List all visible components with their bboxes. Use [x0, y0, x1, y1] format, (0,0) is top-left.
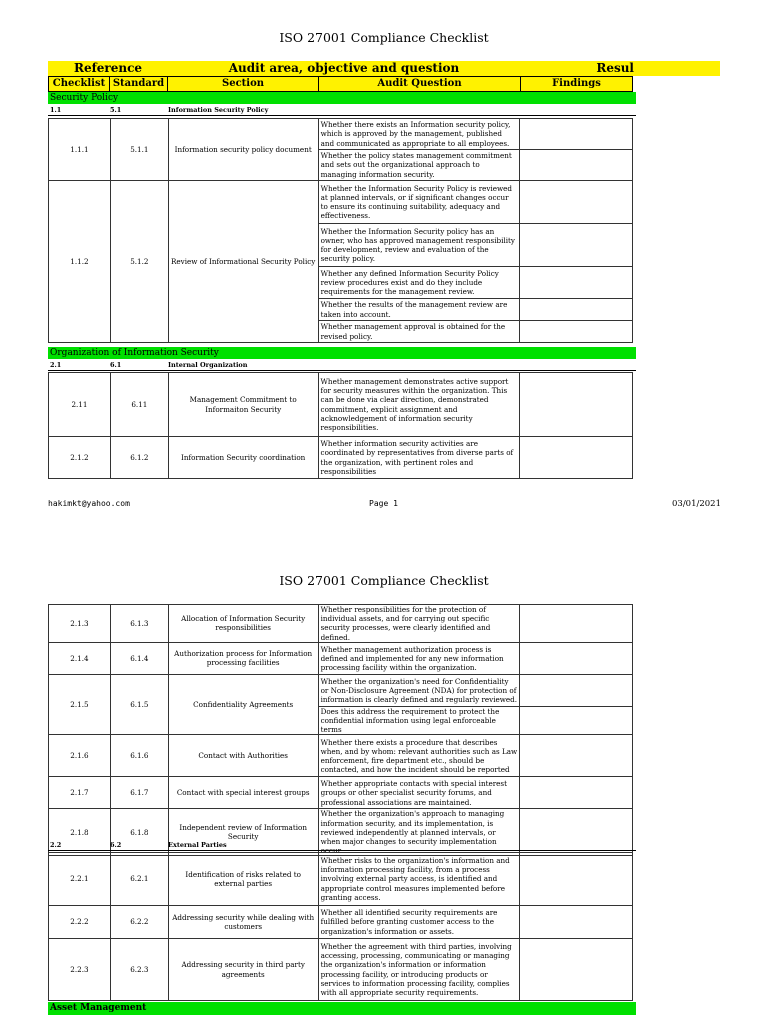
- table-row: [49, 939, 633, 1001]
- section-cell: Identification of risks related to external parties: [168, 853, 318, 906]
- header-section: Section: [167, 76, 319, 92]
- page-title: ISO 27001 Compliance Checklist: [279, 573, 489, 588]
- standard-cell: 6.11: [110, 373, 168, 437]
- checklist-cell: 2.11: [49, 373, 111, 437]
- subsection-checklist: 1.1: [50, 106, 62, 114]
- table-row: [49, 735, 633, 777]
- findings-cell[interactable]: [520, 299, 633, 321]
- header-checklist: Checklist: [48, 76, 110, 92]
- checklist-cell: 1.1.2: [49, 181, 111, 343]
- checklist-cell: 2.1.2: [49, 437, 111, 479]
- page-title: ISO 27001 Compliance Checklist: [279, 30, 489, 45]
- subsection-title: Internal Organization: [168, 361, 248, 369]
- table-row: [49, 642, 633, 674]
- subsection-standard: 5.1: [110, 106, 122, 114]
- header-results: Resul: [520, 61, 720, 76]
- table-row: [49, 906, 633, 939]
- subsection-title: External Parties: [168, 841, 227, 849]
- audit-question-cell: Whether all identified security requirements are fulfilled before granting customer access to the organization's information or assets.: [318, 906, 520, 939]
- audit-question-cell: Whether the organization's need for Confidentiality or Non-Disclosure Agreement (NDA) for protection of information is clearly defined and regularly reviewed.: [318, 674, 520, 706]
- audit-question-cell: Whether the organization's approach to managing information security, and its implementation, is reviewed independently at planned intervals, or when major changes to security implementation occur.: [318, 809, 520, 856]
- audit-question-cell: Whether management demonstrates active support for security measures within the organization. This can be done via clear direction, demonstrated commitment, explicit assignment and acknowledgement of information security responsibilities.: [318, 373, 520, 437]
- audit-question-cell: Whether appropriate contacts with special interest groups or other specialist security forums, and professional associations are maintained.: [318, 777, 520, 809]
- audit-question-cell: Whether the Information Security policy has an owner, who has approved management responsibility for development, review and evaluation of the security policy.: [318, 224, 520, 267]
- findings-cell[interactable]: [520, 119, 633, 150]
- findings-cell[interactable]: [520, 605, 633, 643]
- audit-question-cell: Whether responsibilities for the protection of individual assets, and for carrying out specific security processes, were clearly identified and defined.: [318, 605, 520, 643]
- section-cell: Allocation of Information Security responsibilities: [168, 605, 318, 643]
- standard-cell: 5.1.1: [110, 119, 168, 181]
- table-row: [49, 373, 633, 437]
- standard-cell: 6.2.3: [110, 939, 168, 1001]
- findings-cell[interactable]: [520, 674, 633, 706]
- section-cell: Management Commitment to Informaiton Security: [168, 373, 318, 437]
- subsection-checklist: 2.2: [50, 841, 62, 849]
- findings-cell[interactable]: [520, 642, 633, 674]
- findings-cell[interactable]: [520, 906, 633, 939]
- audit-question-cell: Whether there exists a procedure that describes when, and by whom: relevant authorities such as Law enforcement, fire department etc., should be contacted, and how the incident should be reported: [318, 735, 520, 777]
- findings-cell[interactable]: [520, 373, 633, 437]
- subsection-row-1-1: [48, 105, 636, 116]
- footer-page-number: Page 1: [369, 499, 398, 508]
- checklist-cell: 2.2.1: [49, 853, 111, 906]
- section-cell: Information Security coordination: [168, 437, 318, 479]
- section-security-policy: Security Policy: [48, 92, 636, 104]
- audit-question-cell: Does this address the requirement to protect the confidential information using legal enforceable terms: [318, 706, 520, 735]
- findings-cell[interactable]: [520, 735, 633, 777]
- table-row: [49, 674, 633, 706]
- subsection-row-2-2: [48, 840, 636, 851]
- header-standard: Standard: [109, 76, 168, 92]
- section-cell: Information security policy document: [168, 119, 318, 181]
- table-row: [49, 119, 633, 150]
- findings-cell[interactable]: [520, 267, 633, 299]
- subsection-checklist: 2.1: [50, 361, 62, 369]
- checklist-table-external-parties: [48, 852, 633, 1001]
- header-audit-question: Audit Question: [318, 76, 521, 92]
- footer-date: 03/01/2021: [672, 499, 721, 509]
- subsection-title: Information Security Policy: [168, 106, 269, 114]
- standard-cell: 6.1.8: [110, 809, 168, 856]
- section-cell: Addressing security in third party agreements: [168, 939, 318, 1001]
- audit-question-cell: Whether there exists an Information security policy, which is approved by the management, published and communicated as appropriate to all employees.: [318, 119, 520, 150]
- standard-cell: 6.1.7: [110, 777, 168, 809]
- findings-cell[interactable]: [520, 939, 633, 1001]
- findings-cell[interactable]: [520, 777, 633, 809]
- findings-cell[interactable]: [520, 706, 633, 735]
- checklist-cell: 1.1.1: [49, 119, 111, 181]
- checklist-table-security-policy: [48, 118, 633, 343]
- table-row: [49, 605, 633, 643]
- audit-question-cell: Whether risks to the organization's information and information processing facility, from a process involving external party access, is identified and appropriate control measures implemented before granting access.: [318, 853, 520, 906]
- audit-question-cell: Whether information security activities are coordinated by representatives from diverse parts of the organization, with pertinent roles and responsibilities: [318, 437, 520, 479]
- findings-cell[interactable]: [520, 853, 633, 906]
- findings-cell[interactable]: [520, 181, 633, 224]
- audit-question-cell: Whether the Information Security Policy is reviewed at planned intervals, or if significant changes occur to ensure its continuing suitability, adequacy and effectiveness.: [318, 181, 520, 224]
- header-audit-area: Audit area, objective and question: [168, 61, 520, 76]
- section-organization-security: Organization of Information Security: [48, 347, 636, 359]
- section-cell: Contact with Authorities: [168, 735, 318, 777]
- standard-cell: 6.2.2: [110, 906, 168, 939]
- checklist-cell: 2.2.3: [49, 939, 111, 1001]
- table-row: [49, 777, 633, 809]
- audit-question-cell: Whether management authorization process is defined and implemented for any new information processing facility within the organization.: [318, 642, 520, 674]
- findings-cell[interactable]: [520, 224, 633, 267]
- standard-cell: 6.1.6: [110, 735, 168, 777]
- table-row: [49, 853, 633, 906]
- findings-cell[interactable]: [520, 150, 633, 181]
- checklist-cell: 2.1.7: [49, 777, 111, 809]
- section-cell: Independent review of Information Security: [168, 809, 318, 856]
- table-row: [49, 437, 633, 479]
- checklist-cell: 2.1.6: [49, 735, 111, 777]
- standard-cell: 6.2.1: [110, 853, 168, 906]
- checklist-table-organization-continued: [48, 604, 633, 856]
- checklist-cell: 2.2.2: [49, 906, 111, 939]
- checklist-cell: 2.1.5: [49, 674, 111, 735]
- findings-cell[interactable]: [520, 321, 633, 343]
- subsection-standard: 6.2: [110, 841, 122, 849]
- checklist-cell: 2.1.3: [49, 605, 111, 643]
- standard-cell: 6.1.2: [110, 437, 168, 479]
- header-reference: Reference: [48, 61, 168, 76]
- standard-cell: 6.1.4: [110, 642, 168, 674]
- findings-cell[interactable]: [520, 437, 633, 479]
- subsection-standard: 6.1: [110, 361, 122, 369]
- standard-cell: 5.1.2: [110, 181, 168, 343]
- audit-question-cell: Whether the agreement with third parties, involving accessing, processing, communicating or managing the organization's information or information processing facility, or introducing products or services to information processing facility, complies with all appropriate security requirements.: [318, 939, 520, 1001]
- audit-question-cell: Whether management approval is obtained for the revised policy.: [318, 321, 520, 343]
- audit-question-cell: Whether the policy states management commitment and sets out the organizational approach to managing information security.: [318, 150, 520, 181]
- audit-question-cell: Whether the results of the management review are taken into account.: [318, 299, 520, 321]
- section-cell: Authorization process for Information processing facilities: [168, 642, 318, 674]
- section-cell: Contact with special interest groups: [168, 777, 318, 809]
- checklist-table-organization: [48, 372, 633, 479]
- standard-cell: 6.1.5: [110, 674, 168, 735]
- standard-cell: 6.1.3: [110, 605, 168, 643]
- header-findings: Findings: [520, 76, 633, 92]
- checklist-cell: 2.1.8: [49, 809, 111, 856]
- subsection-row-2-1: [48, 360, 636, 371]
- section-asset-management: Asset Management: [48, 1002, 636, 1015]
- table-row: [49, 181, 633, 224]
- audit-question-cell: Whether any defined Information Security Policy review procedures exist and do they include requirements for the management review.: [318, 267, 520, 299]
- checklist-cell: 2.1.4: [49, 642, 111, 674]
- section-cell: Confidentiality Agreements: [168, 674, 318, 735]
- footer-email: hakimkt@yahoo.com: [48, 499, 130, 508]
- section-cell: Review of Informational Security Policy: [168, 181, 318, 343]
- section-cell: Addressing security while dealing with customers: [168, 906, 318, 939]
